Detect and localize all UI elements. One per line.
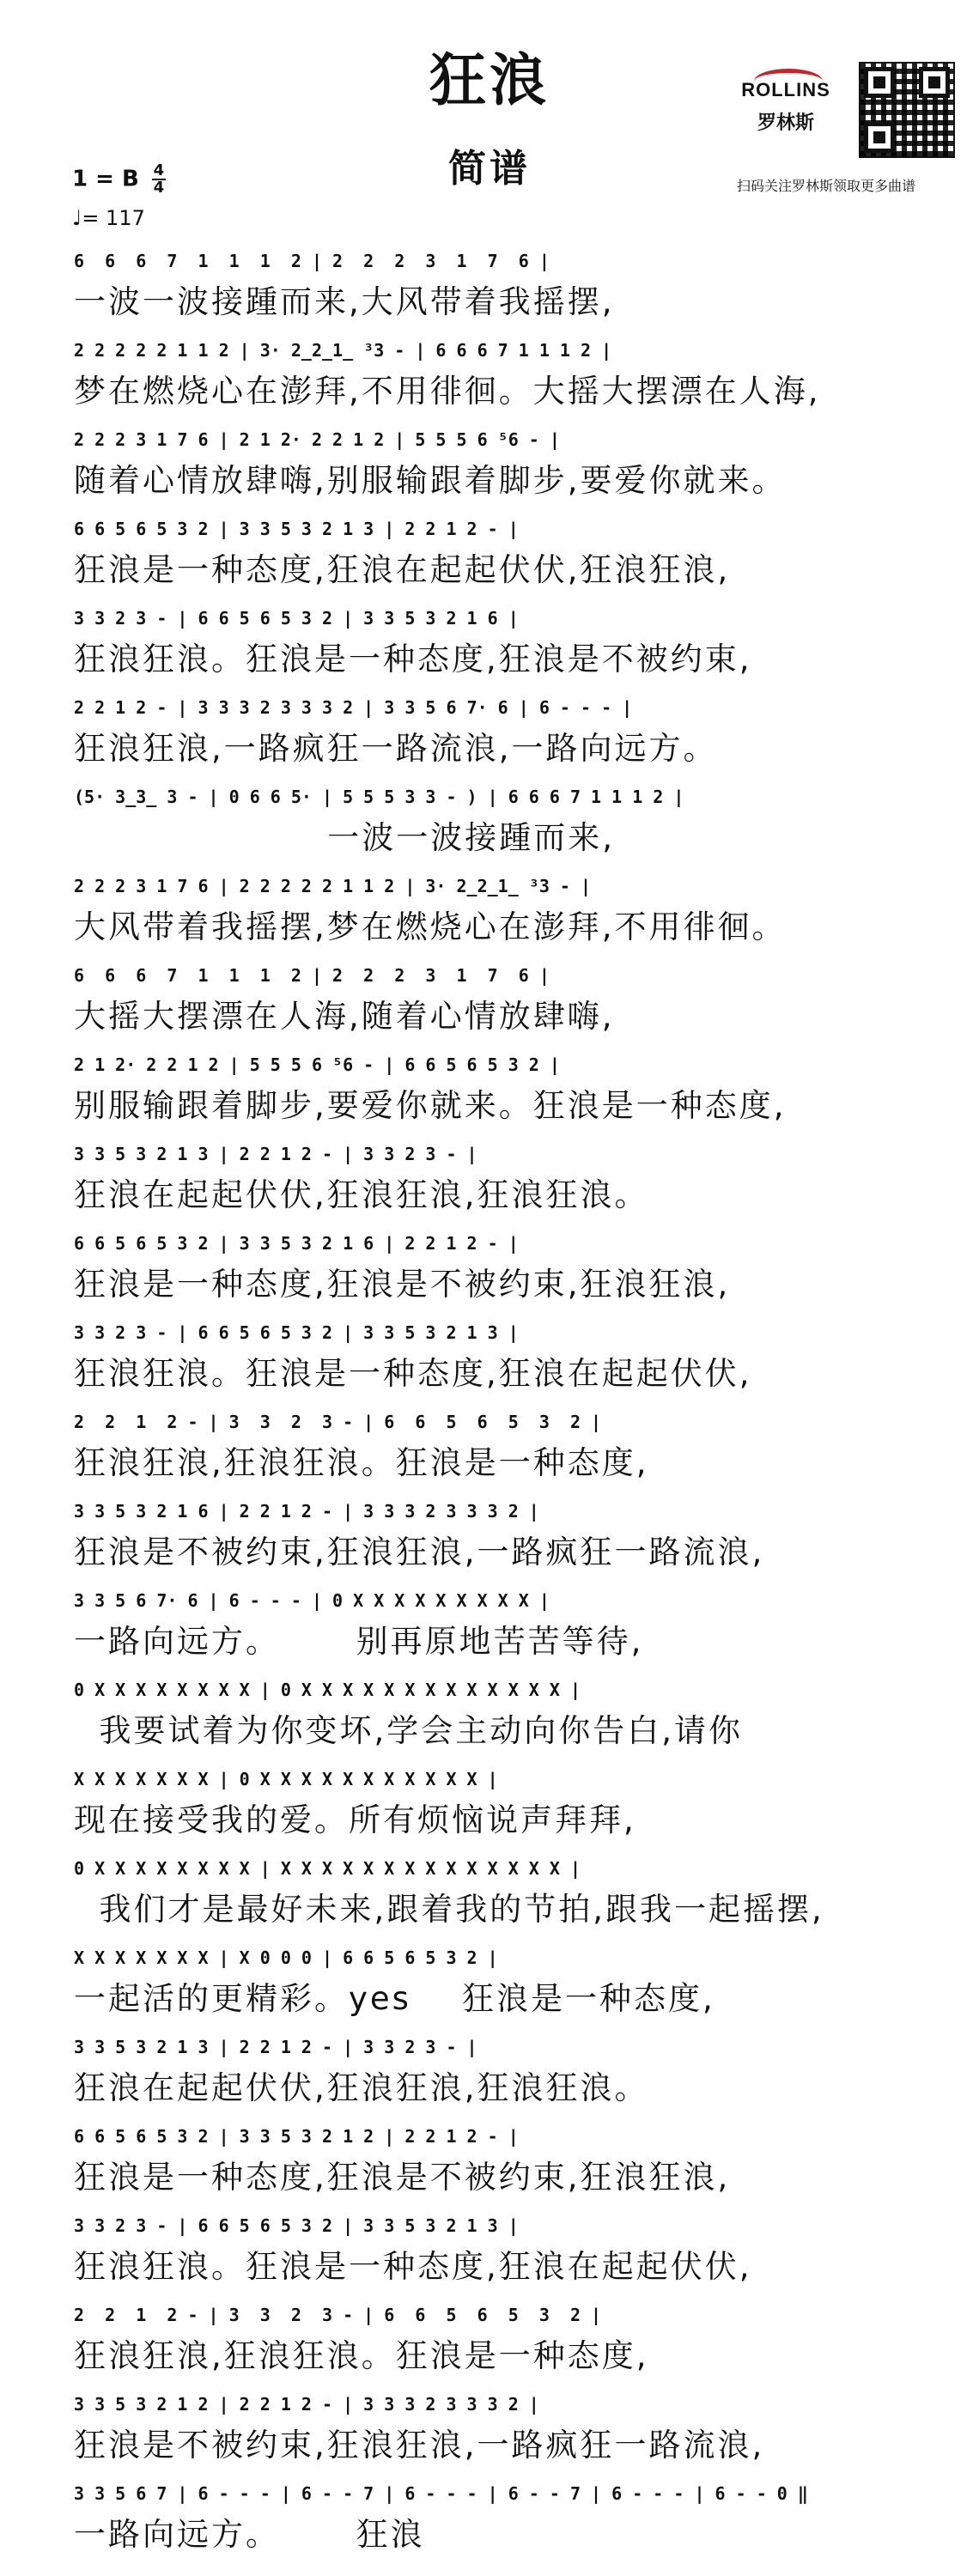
- score-line: [74, 689, 924, 778]
- notation-row: 3 3 5 3 2 1 6 | 2 2 1 2 - | 3 3 3 2 3 3 3 2 |: [74, 1501, 539, 1522]
- score-line: [74, 1314, 924, 1403]
- score-line: [74, 867, 924, 957]
- score-line: [74, 1403, 924, 1492]
- score-line: [74, 331, 924, 421]
- score-line: [74, 2475, 924, 2564]
- score-line: [74, 510, 924, 599]
- logo-swoosh-icon: [754, 69, 823, 94]
- time-signature-bottom: 4: [153, 179, 165, 197]
- notation-row: 6 6 6 7 1 1 1 2 | 2 2 2 3 1 7 6 |: [74, 965, 550, 986]
- lyrics-row: 一起活的更精彩。yes 狂浪是一种态度,: [74, 1980, 715, 2017]
- lyrics-row: 大风带着我摇摆,梦在燃烧心在澎拜,不用徘徊。: [74, 908, 787, 945]
- score-line: [74, 1939, 924, 2028]
- key-signature: [72, 163, 166, 196]
- lyrics-row: 随着心情放肆嗨,别服输跟着脚步,要爱你就来。: [74, 462, 787, 499]
- scan-note: 扫码关注罗林斯领取更多曲谱: [737, 178, 916, 194]
- lyrics-row: 一路向远方。 别再原地苦苦等待,: [74, 1623, 644, 1660]
- notation-row: 3 3 5 6 7 | 6 - - - | 6 - - 7 | 6 - - - | 6 - - 7 | 6 - - - | 6 - - 0 ‖: [74, 2483, 808, 2504]
- brand-logo: ROLLINS: [741, 79, 830, 100]
- score-line: [74, 2207, 924, 2296]
- notation-row: 2 2 2 3 1 7 6 | 2 1 2· 2 2 1 2 | 5 5 5 6 ⁵6 - |: [74, 429, 560, 450]
- lyrics-row: 狂浪在起起伏伏,狂浪狂浪,狂浪狂浪。: [74, 2069, 649, 2106]
- score-line: [74, 1046, 924, 1135]
- song-subtitle: 简谱: [448, 147, 531, 191]
- qr-finder-pattern: [919, 67, 950, 98]
- score-line: [74, 2028, 924, 2117]
- notation-row: 3 3 5 3 2 1 3 | 2 2 1 2 - | 3 3 2 3 - |: [74, 1144, 477, 1164]
- lyrics-row: 大摇大摆漂在人海,随着心情放肆嗨,: [74, 998, 615, 1035]
- score-line: [74, 1492, 924, 1582]
- lyrics-row: 狂浪狂浪,狂浪狂浪。狂浪是一种态度,: [74, 2337, 649, 2374]
- notation-row: 2 2 2 2 2 1 1 2 | 3· 2̲2̲1̲ ³3 - | 6 6 6 7 1 1 1 2 |: [74, 340, 612, 361]
- score-line: [74, 2296, 924, 2385]
- notation-row: 2 2 1 2 - | 3 3 3 2 3 3 3 2 | 3 3 5 6 7· 6 | 6 - - - |: [74, 697, 633, 718]
- lyrics-row: 狂浪是一种态度,狂浪是不被约束,狂浪狂浪,: [74, 1266, 731, 1303]
- lyrics-row: 狂浪是一种态度,狂浪在起起伏伏,狂浪狂浪,: [74, 551, 731, 588]
- notation-row: X X X X X X X | X 0 0 0 | 6 6 5 6 5 3 2 |: [74, 1947, 498, 1968]
- song-title: 狂浪: [429, 47, 550, 113]
- score-line: [74, 1582, 924, 1671]
- brand-block: [713, 79, 859, 135]
- score-line: [74, 1135, 924, 1224]
- notation-row: 3 3 5 3 2 1 2 | 2 2 1 2 - | 3 3 3 2 3 3 3 2 |: [74, 2394, 539, 2415]
- lyrics-row: 别服输跟着脚步,要爱你就来。狂浪是一种态度,: [74, 1087, 787, 1124]
- lyrics-row: 一波一波接踵而来,: [74, 819, 615, 856]
- score-line: [74, 2385, 924, 2475]
- qr-finder-pattern: [864, 122, 895, 153]
- score-line: [74, 1850, 924, 1939]
- notation-row: 3 3 2 3 - | 6 6 5 6 5 3 2 | 3 3 5 3 2 1 3 |: [74, 1322, 519, 1343]
- notation-row: X X X X X X X | 0 X X X X X X X X X X X |: [74, 1769, 498, 1789]
- lyrics-row: 我们才是最好未来,跟着我的节拍,跟我一起摇摆,: [74, 1891, 824, 1928]
- lyrics-row: 狂浪狂浪,狂浪狂浪。狂浪是一种态度,: [74, 1444, 649, 1481]
- score-line: [74, 1224, 924, 1314]
- lyrics-row: 狂浪狂浪,一路疯狂一路流浪,一路向远方。: [74, 730, 718, 767]
- score-line: [74, 1760, 924, 1850]
- notation-row: 2 2 2 3 1 7 6 | 2 2 2 2 2 1 1 2 | 3· 2̲2̲1̲ ³3 - |: [74, 876, 592, 896]
- notation-row: 2 2 1 2 - | 3 3 2 3 - | 6 6 5 6 5 3 2 |: [74, 2305, 602, 2325]
- score-line: [74, 242, 924, 331]
- notation-row: 3 3 5 6 7· 6 | 6 - - - | 0 X X X X X X X X X |: [74, 1590, 550, 1611]
- time-signature-top: 4: [153, 161, 165, 179]
- tempo-marking: ♩= 117: [72, 206, 145, 230]
- lyrics-row: 狂浪是一种态度,狂浪是不被约束,狂浪狂浪,: [74, 2159, 731, 2196]
- notation-row: 3 3 2 3 - | 6 6 5 6 5 3 2 | 3 3 5 3 2 1 6 |: [74, 608, 519, 629]
- lyrics-row: 现在接受我的爱。所有烦恼说声拜拜,: [74, 1801, 636, 1838]
- lyrics-row: 梦在燃烧心在澎拜,不用徘徊。大摇大摆漂在人海,: [74, 373, 821, 410]
- score-line: [74, 957, 924, 1046]
- time-signature: [152, 163, 166, 196]
- notation-row: 6 6 5 6 5 3 2 | 3 3 5 3 2 1 6 | 2 2 1 2 - |: [74, 1233, 519, 1254]
- score-line: [74, 2117, 924, 2207]
- score-body: [74, 242, 924, 2564]
- lyrics-row: 狂浪狂浪。狂浪是一种态度,狂浪在起起伏伏,: [74, 1355, 752, 1392]
- lyrics-row: 狂浪是不被约束,狂浪狂浪,一路疯狂一路流浪,: [74, 2427, 765, 2464]
- score-line: [74, 421, 924, 510]
- notation-row: 2 1 2· 2 2 1 2 | 5 5 5 6 ⁵6 - | 6 6 5 6 5 3 2 |: [74, 1054, 560, 1075]
- lyrics-row: 狂浪狂浪。狂浪是一种态度,狂浪在起起伏伏,: [74, 2248, 752, 2285]
- score-line: [74, 778, 924, 867]
- lyrics-row: 狂浪狂浪。狂浪是一种态度,狂浪是不被约束,: [74, 641, 752, 677]
- notation-row: 3 3 5 3 2 1 3 | 2 2 1 2 - | 3 3 2 3 - |: [74, 2037, 477, 2057]
- score-line: [74, 1671, 924, 1760]
- notation-row: 0 X X X X X X X X | 0 X X X X X X X X X X X X X |: [74, 1680, 581, 1700]
- notation-row: (5· 3̲3̲ 3 - | 0 6 6 5· | 5 5 5 3 3 - ) | 6 6 6 7 1 1 1 2 |: [74, 787, 684, 807]
- key-label: 1 = B: [72, 166, 139, 192]
- notation-row: 2 2 1 2 - | 3 3 2 3 - | 6 6 5 6 5 3 2 |: [74, 1412, 602, 1432]
- notation-row: 6 6 5 6 5 3 2 | 3 3 5 3 2 1 2 | 2 2 1 2 - |: [74, 2126, 519, 2147]
- lyrics-row: 狂浪是不被约束,狂浪狂浪,一路疯狂一路流浪,: [74, 1534, 765, 1571]
- notation-row: 6 6 6 7 1 1 1 2 | 2 2 2 3 1 7 6 |: [74, 251, 550, 271]
- notation-row: 3 3 2 3 - | 6 6 5 6 5 3 2 | 3 3 5 3 2 1 3 |: [74, 2215, 519, 2236]
- brand-name-cn: 罗林斯: [757, 112, 814, 134]
- qr-finder-pattern: [864, 67, 895, 98]
- notation-row: 6 6 5 6 5 3 2 | 3 3 5 3 2 1 3 | 2 2 1 2 - |: [74, 519, 519, 539]
- score-line: [74, 599, 924, 689]
- lyrics-row: 狂浪在起起伏伏,狂浪狂浪,狂浪狂浪。: [74, 1176, 649, 1213]
- lyrics-row: 一路向远方。 狂浪: [74, 2516, 425, 2553]
- lyrics-row: 我要试着为你变坏,学会主动向你告白,请你: [74, 1712, 744, 1749]
- lyrics-row: 一波一波接踵而来,大风带着我摇摆,: [74, 283, 615, 320]
- notation-row: 0 X X X X X X X X | X X X X X X X X X X X X X X |: [74, 1858, 581, 1879]
- qr-code-icon: [859, 62, 955, 158]
